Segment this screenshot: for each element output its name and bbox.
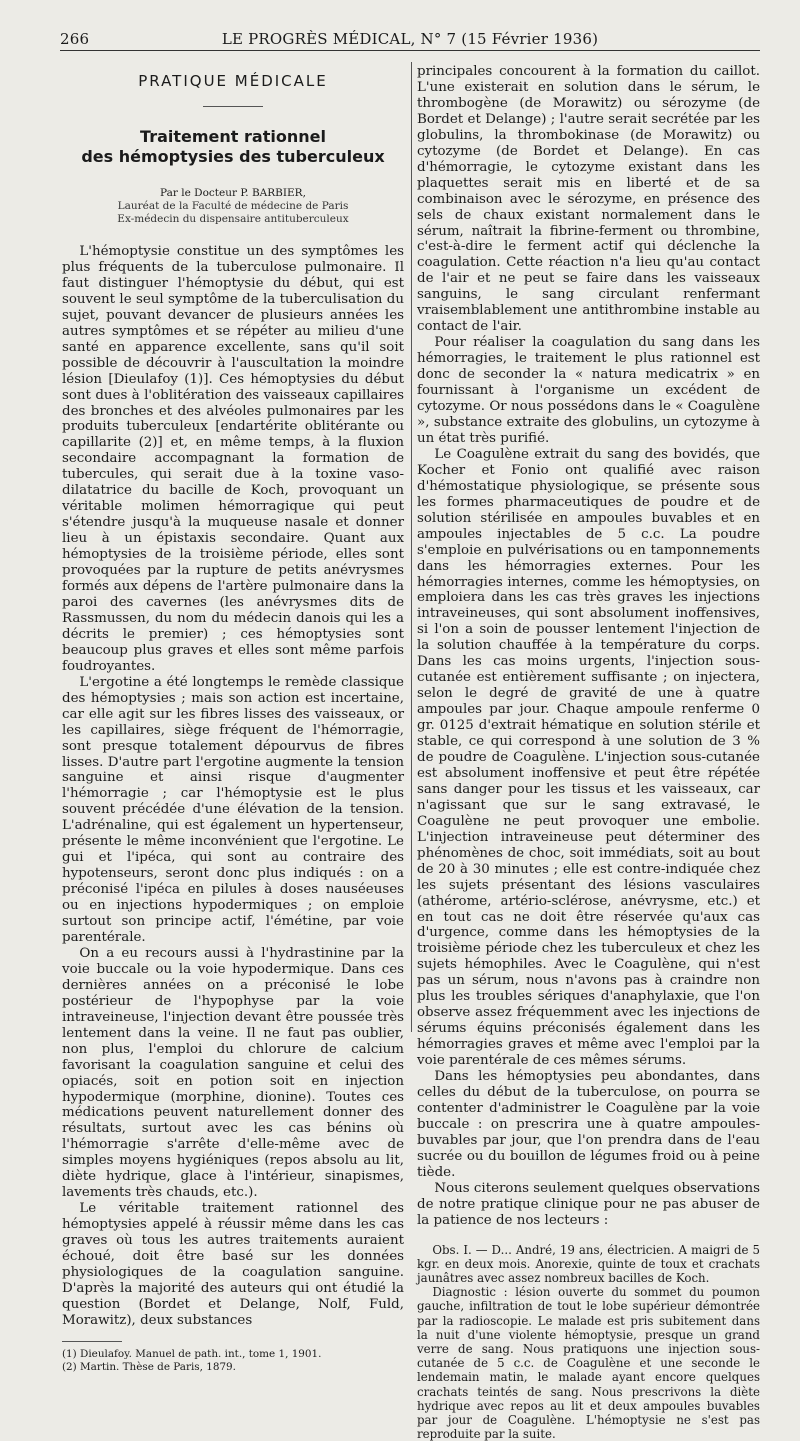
paragraph: Dans les hémoptysies peu abondantes, dans celles du début de la tuberculose, on pourra se contenter d'administrer le Coagulène par la voie buccale : on prescrira une à quatre ampoules-buvables par jour, que l'on prendra dans de l'eau sucrée ou du bouillon de légumes froid ou à peine tiède. <box>417 1069 760 1180</box>
footnote-2: (2) Martin. Thèse de Paris, 1879. <box>62 1360 236 1373</box>
column-separator <box>411 62 412 1032</box>
footnote-1: (1) Dieulafoy. Manuel de path. int., tome 1, 1901. <box>62 1347 322 1360</box>
page-header <box>60 30 760 50</box>
paragraph: On a eu recours aussi à l'hydrastinine par la voie buccale ou la voie hypodermique. Dans ces dernières années on a préconisé le lobe postérieur de l'hypophyse par la voie intraveineuse, l'injection devant être poussée très lentement dans la veine. Il ne faut pas oublier, non plus, l'emploi du chlorure de calcium favorisant la coagulation sanguine et celui des opiacés, soit en potion soit en injection hypodermique (morphine, dionine). Toutes ces médications peuvent naturellement donner des résultats, surtout avec les cas bénins où l'hémorragie s'arrête d'elle-même avec de simples moyens hygiéniques (repos absolu au lit, diète hydrique, glace à l'intérieur, sinapismes, lavements très chauds, etc.). <box>62 945 404 1201</box>
article-title-line2: des hémoptysies des tuberculeux <box>81 147 385 166</box>
right-column <box>417 64 760 1441</box>
affiliation-1: Lauréat de la Faculté de médecine de Paris <box>117 200 349 212</box>
article-title-line1: Traitement rationnel <box>140 127 326 146</box>
paragraph: L'ergotine a été longtemps le remède classique des hémoptysies ; mais son action est incertaine, car elle agit sur les fibres lisses des vaisseaux, or les capillaires, siège fréquent de l'hémorragie, sont presque totalement dépourvus de fibres lisses. D'autre part l'ergotine augmente la tension sanguine et ainsi risque d'augmenter l'hémorragie ; car l'hémoptysie est le plus souvent précédée d'une élévation de la tension. L'adrénaline, qui est également un hypertenseur, présente le même inconvénient que l'ergotine. Le gui et l'ipéca, qui sont au contraire des hypotenseurs, seront donc plus indiqués : on a préconisé l'ipéca en pilules à doses nauséeuses ou en injections hypodermiques ; on emploie surtout son principe actif, l'émétine, par voie parentérale. <box>62 674 404 945</box>
footnote-rule <box>62 1341 122 1342</box>
paragraph: Nous citerons seulement quelques observations de notre pratique clinique pour ne pas abuser de la patience de nos lecteurs : <box>417 1180 761 1228</box>
observation-paragraph: Obs. I. — D... André, 19 ans, électricien. A maigri de 5 kgr. en deux mois. Anorexie, quinte de toux et crachats jaunâtres avec assez nombreux bacilles de Koch. <box>417 1242 760 1285</box>
paragraph: Le véritable traitement rationnel des hémoptysies appelé à réussir même dans les cas graves où tous les autres traitements auraient échoué, doit être basé sur les données physiologiques de la coagulation sanguine. D'après la majorité des auteurs qui ont étudié la question (Bordet et Delange, Nolf, Fuld, Morawitz), deux substances <box>62 1201 404 1328</box>
left-column <box>62 64 404 1374</box>
byline: Par le Docteur P. BARBIER, <box>160 187 306 199</box>
affiliation-2: Ex-médecin du dispensaire antituberculeux <box>117 213 349 225</box>
paragraph: L'hémoptysie constitue un des symptômes les plus fréquents de la tuberculose pulmonaire. Il faut distinguer l'hémoptysie du début, qui est souvent le seul symptôme de la tuberculisation du sujet, pouvant devancer de plusieurs années les autres symptômes et se répéter au milieu d'une santé en apparence excellente, sans qu'il soit possible de découvrir à l'auscultation la moindre lésion [Dieulafoy (1)]. Ces hémoptysies du début sont dues à l'oblitération des vaisseaux capillaires des bronches et des alvéoles pulmonaires par les produits tuberculeux [endartérite oblitérante ou capillarite (2)] et, en même temps, à la fluxion secondaire accompagnant la formation de tubercules, qui serait due à la toxine vaso-dilatatrice du bacille de Koch, provoquant un véritable molimen hémorragique qui peut s'étendre jusqu'à la muqueuse nasale et donner lieu à un épistaxis secondaire. Quant aux hémoptysies de la troisième période, elles sont provoquées par la rupture de petits anévrysmes formés aux dépens de l'artère pulmonaire dans la paroi des cavernes (les anévrysmes dits de Rassmussen, du nom du médecin danois qui les a décrits le premier) ; ces hémoptysies sont beaucoup plus graves et elles sont même parfois foudroyantes. <box>62 244 404 674</box>
paragraph: Pour réaliser la coagulation du sang dans les hémorragies, le traitement le plus rationnel est donc de seconder la « natura medicatrix » en fournissant à l'organisme un excédent de cytozyme. Or nous possédons dans le « Coagulène », substance extraite des globulins, un cytozyme à un état très purifié. <box>417 335 760 446</box>
running-head: LE PROGRÈS MÉDICAL, N° 7 (15 Février 1936) <box>221 30 599 48</box>
page-number: 266 <box>60 30 90 48</box>
paragraph: principales concourent à la formation du caillot. L'une existerait en solution dans le sérum, le thrombogène (de Morawitz) ou sérozyme (de Bordet et Delange) ; l'autre serait secrétée par les globulins, la thrombokinase (de Morawitz) ou cytozyme (de Bordet et Delange). En cas d'hémorragie, le cytozyme existant dans les plaquettes serait mis en liberté et de sa combinaison avec le sérozyme, en présence des sels de chaux existant normalement dans le sérum, naîtrait la fibrine-ferment ou thrombine, c'est-à-dire le ferment actif qui déclenche la coagulation. Cette réaction n'a lieu qu'au contact de l'air et ne peut se faire dans les vaisseaux sanguins, le sang circulant renfermant vraisemblablement une antithrombine instable au contact de l'air. <box>417 64 760 335</box>
observation-block <box>417 1243 760 1441</box>
observation-paragraph: Diagnostic : lésion ouverte du sommet du poumon gauche, infiltration de tout le lobe supérieur démontrée par la radioscopie. Le malade est pris subitement dans la nuit d'une violente hémoptysie, presque un grand verre de sang. Nous pratiquons une injection sous-cutanée de 5 c.c. de Coagulène et une seconde le lendemain matin, le malade ayant encore quelques crachats teintés de sang. Nous prescrivons la diète hydrique avec repos au lit et deux ampoules buvables par jour de Coagulène. L'hémoptysie ne s'est pas reproduite par la suite. <box>417 1285 760 1441</box>
section-rule <box>203 106 263 107</box>
paragraph: Le Coagulène extrait du sang des bovidés, que Kocher et Fonio ont qualifié avec raison d'hémostatique physiologique, se présente sous les formes pharmaceutiques de poudre et de solution stérilisée en ampoules buvables et en ampoules injectables de 5 c.c. La poudre s'emploie en pulvérisations ou en tamponnements dans les hémorragies externes. Pour les hémorragies internes, comme les hémoptysies, on emploiera dans les cas très graves les injections intraveineuses, qui sont absolument inoffensives, si l'on a soin de pousser lentement l'injection de la solution chauffée à la température du corps. Dans les cas moins urgents, l'injection sous-cutanée est entièrement suffisante ; on injectera, selon le degré de gravité de une à quatre ampoules par jour. Chaque ampoule renferme 0 gr. 0125 d'extrait hématique en solution stérile et stable, ce qui correspond à une solution de 3 % de poudre de Coagulène. L'injection sous-cutanée est absolument inoffensive et peut être répétée sans danger pour les tissus et les vaisseaux, car n'agissant que sur le sang extravasé, le Coagulène ne peut provoquer une embolie. L'injection intraveineuse peut déterminer des phénomènes de choc, soit immédiats, soit au bout de 20 à 30 minutes ; elle est contre-indiquée chez les sujets présentant des lésions vasculaires (athérome, artério-sclérose, anévrysme, etc.) et en tout cas ne doit être réservée qu'aux cas d'urgence, comme dans les hémoptysies de la troisième période chez les tuberculeux et chez les sujets hémophiles. Avec le Coagulène, qui n'est pas un sérum, nous n'avons pas à craindre non plus les troubles sériques d'anaphylaxie, que l'on observe assez fréquemment avec les injections de sérums équins préconisés également dans les hémorragies graves et même avec l'emploi par la voie parentérale de ces mêmes sérums. <box>417 446 760 1069</box>
section-title: PRATIQUE MÉDICALE <box>138 72 328 90</box>
header-rule <box>60 50 760 51</box>
